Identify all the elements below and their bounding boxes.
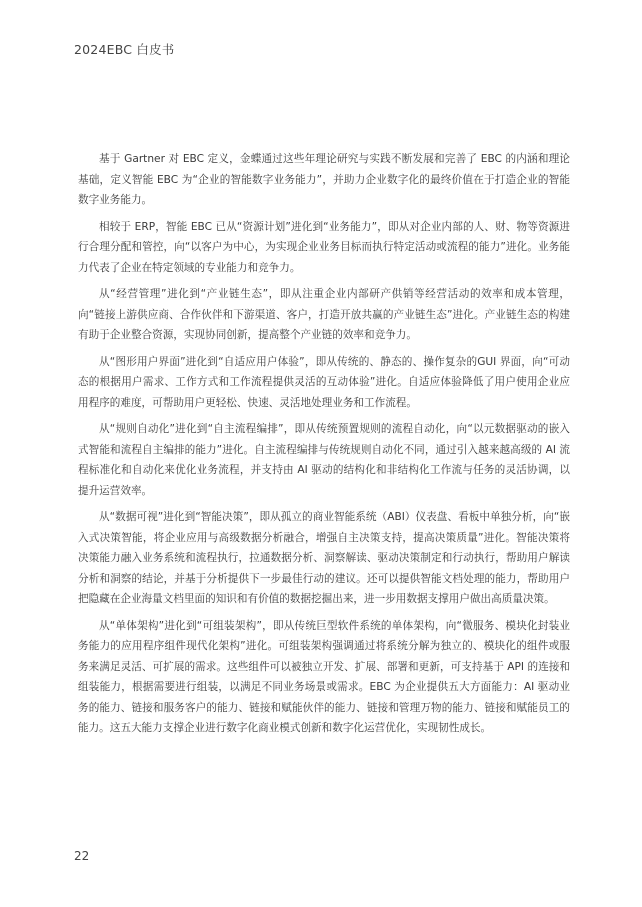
paragraph-composable-architecture: 从“单体架构”进化到“可组装架构”，即从传统巨型软件系统的单体架构，向“微服务、模块化封装业务能力的应用程序组件现代化架构”进化。可组装架构强调通过将系统分解为独立的、模块化的组件或服务来满足灵活、可扩展的需求。这些组件可以被独立开发、扩展、部署和更新，可支持基于 API 的连接和组装能力，根据需要进行组装，以满足不同业务场景或需求。EBC 为企业提供五大方面能力：AI 驱动业务的能力、链接和服务客户的能力、链接和赋能伙伴的能力、链接和管理万物的能力、链接和赋能员工的能力。这五大能力支撑企业进行数字化商业模式创新和数字化运营优化，实现韧性成长。: [78, 619, 570, 734]
paragraph-business-capability: 相较于 ERP，智能 EBC 已从“资源计划”进化到“业务能力”，即从对企业内部的人、财、物等资源进行合理分配和管控，向“以客户为中心，为实现企业业务目标而执行特定活动或流程的能力”进化。业务能力代表了企业在特定领域的专业能力和竞争力。: [78, 220, 570, 274]
page-number: 22: [74, 849, 90, 863]
paragraph-autonomous-orchestration: 从“规则自动化”进化到“自主流程编排”，即从传统预置规则的流程自动化，向“以元数据驱动的嵌入式智能和流程自主编排的能力”进化。自主流程编排与传统规则自动化不同，通过引入越来越高级的 AI 流程标准化和自动化来优化业务流程，并支持由 AI 驱动的结构化和非结构化工作流与任务的灵活协调，以提升运营效率。: [78, 423, 570, 497]
paragraph-intelligent-decision: 从“数据可视”进化到“智能决策”，即从孤立的商业智能系统（ABI）仪表盘、看板中单独分析，向“嵌入式决策智能，将企业应用与高级数据分析融合，增强自主决策支持，提高决策质量”进化。智能决策将决策能力融入业务系统和流程执行，拉通数据分析、洞察解读、驱动决策制定和行动执行，帮助用户解读分析和洞察的结论，并基于分析提供下一步最佳行动的建议。还可以提供智能文档处理的能力，帮助用户把隐藏在企业海量文档里面的知识和有价值的数据挖掘出来，进一步用数据支撑用户做出高质量决策。: [78, 511, 570, 605]
document-header-title: 2024EBC 白皮书: [74, 42, 175, 57]
paragraph-industry-ecosystem: 从“经营管理”进化到“产业链生态”，即从注重企业内部研产供销等经营活动的效率和成本管理，向“链接上游供应商、合作伙伴和下游渠道、客户，打造开放共赢的产业链生态”进化。产业链生态的构建有助于企业整合资源，实现协同创新，提高整个产业链的效率和竞争力。: [78, 288, 570, 341]
document-body: [78, 149, 570, 745]
paragraph-ebc-definition: 基于 Gartner 对 EBC 定义，金蝶通过这些年理论研究与实践不断发展和完善了 EBC 的内涵和理论基础，定义智能 EBC 为“企业的智能数字业务能力”，并助力企业数字化的最终价值在于打造企业的智能数字业务能力。: [78, 153, 570, 206]
paragraph-adaptive-experience: 从“图形用户界面”进化到“自适应用户体验”，即从传统的、静态的、操作复杂的GUI 界面，向“可动态的根据用户需求、工作方式和工作流程提供灵活的互动体验”进化。自适应体验降低了用户使用企业应用程序的难度，可帮助用户更轻松、快速、灵活地处理业务和工作流程。: [78, 355, 570, 409]
